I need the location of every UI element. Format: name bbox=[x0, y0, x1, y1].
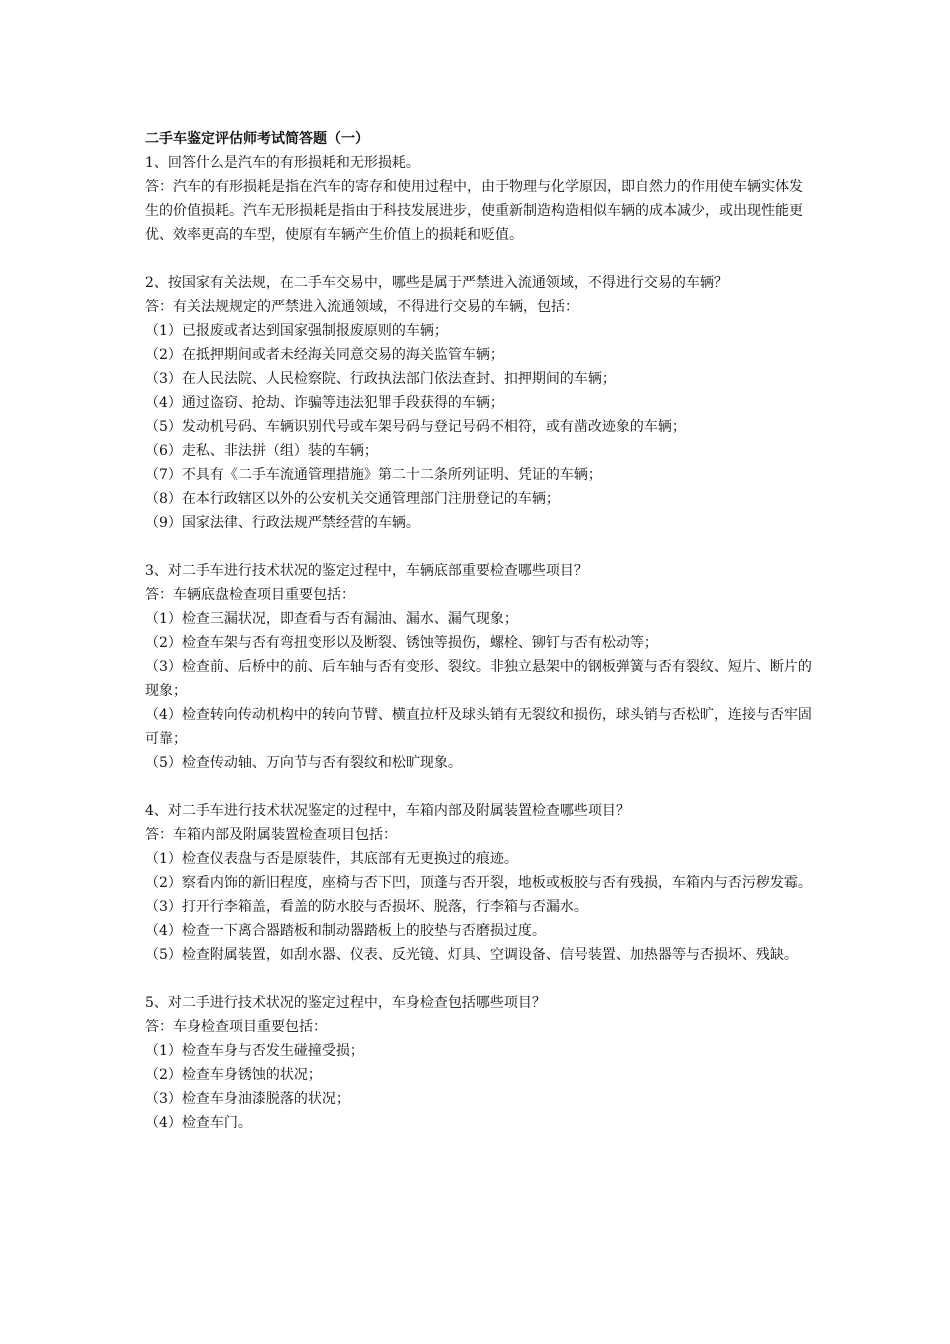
qa-section-5 bbox=[145, 991, 813, 1135]
answer-3-item: （5）检查传动轴、万向节与否有裂纹和松旷现象。 bbox=[145, 755, 462, 771]
document-title: 二手车鉴定评估师考试简答题（一） bbox=[145, 131, 369, 147]
qa-section-3 bbox=[145, 559, 813, 775]
answer-4-item: （4）检查一下离合器踏板和制动器踏板上的胶垫与否磨损过度。 bbox=[145, 923, 546, 939]
answer-2-item: （6）走私、非法拼（组）装的车辆； bbox=[145, 443, 378, 459]
question-5: 5、对二手进行技术状况的鉴定过程中，车身检查包括哪些项目？ bbox=[145, 995, 546, 1011]
answer-2-item: （7）不具有《二手车流通管理措施》第二十二条所列证明、凭证的车辆； bbox=[145, 467, 602, 483]
qa-section-1 bbox=[145, 151, 813, 247]
answer-3-item: （2）检查车架与否有弯扭变形以及断裂、锈蚀等损伤，螺栓、铆钉与否有松动等； bbox=[145, 635, 658, 651]
question-1: 1、回答什么是汽车的有形损耗和无形损耗。 bbox=[145, 155, 420, 171]
answer-3-item: （1）检查三漏状况，即查看与否有漏油、漏水、漏气现象； bbox=[145, 611, 518, 627]
answer-2-item: （9）国家法律、行政法规严禁经营的车辆。 bbox=[145, 515, 420, 531]
answer-3-item: （3）检查前、后桥中的前、后车轴与否有变形、裂纹。非独立悬架中的钢板弹簧与否有裂纹、短片、断片的现象； bbox=[145, 659, 812, 699]
answer-4: 答：车箱内部及附属装置检查项目包括： bbox=[145, 827, 397, 843]
answer-4-item: （3）打开行李箱盖，看盖的防水胶与否损坏、脱落，行李箱与否漏水。 bbox=[145, 899, 588, 915]
answer-4-item: （5）检查附属装置，如刮水器、仪表、反光镜、灯具、空调设备、信号装置、加热器等与否损坏、残缺。 bbox=[145, 947, 798, 963]
answer-4-item: （1）检查仪表盘与否是原装件，其底部有无更换过的痕迹。 bbox=[145, 851, 518, 867]
answer-3-item: （4）检查转向传动机构中的转向节臂、横直拉杆及球头销有无裂纹和损伤，球头销与否松旷，连接与否牢固可靠； bbox=[145, 707, 812, 747]
answer-2-item: （8）在本行政辖区以外的公安机关交通管理部门注册登记的车辆； bbox=[145, 491, 560, 507]
answer-5-item: （2）检查车身锈蚀的状况； bbox=[145, 1067, 322, 1083]
question-2: 2、按国家有关法规，在二手车交易中，哪些是属于严禁进入流通领域，不得进行交易的车辆？ bbox=[145, 275, 728, 291]
answer-5-item: （1）检查车身与否发生碰撞受损； bbox=[145, 1043, 364, 1059]
question-4: 4、对二手车进行技术状况鉴定的过程中，车箱内部及附属装置检查哪些项目？ bbox=[145, 803, 630, 819]
answer-2-item: （3）在人民法院、人民检察院、行政执法部门依法查封、扣押期间的车辆； bbox=[145, 371, 616, 387]
answer-2-item: （4）通过盗窃、抢劫、诈骗等违法犯罪手段获得的车辆； bbox=[145, 395, 504, 411]
answer-2: 答：有关法规规定的严禁进入流通领域，不得进行交易的车辆，包括： bbox=[145, 299, 579, 315]
question-3: 3、对二手车进行技术状况的鉴定过程中，车辆底部重要检查哪些项目？ bbox=[145, 563, 588, 579]
answer-4-item: （2）察看内饰的新旧程度，座椅与否下凹，顶蓬与否开裂，地板或板胶与否有残损，车箱内与否污秽发霉。 bbox=[145, 875, 812, 891]
answer-1: 答：汽车的有形损耗是指在汽车的寄存和使用过程中，由于物理与化学原因，即自然力的作用使车辆实体发生的价值损耗。汽车无形损耗是指由于科技发展进步，使重新制造构造相似车辆的成本减少，或出现性能更优、效率更高的车型，使原有车辆产生价值上的损耗和贬值。 bbox=[145, 179, 803, 243]
answer-5-item: （4）检查车门。 bbox=[145, 1115, 252, 1131]
qa-section-2 bbox=[145, 271, 813, 535]
answer-5-item: （3）检查车身油漆脱落的状况； bbox=[145, 1091, 350, 1107]
qa-section-4 bbox=[145, 799, 813, 967]
answer-2-item: （1）已报废或者达到国家强制报废原则的车辆； bbox=[145, 323, 448, 339]
answer-5: 答：车身检查项目重要包括： bbox=[145, 1019, 327, 1035]
answer-2-item: （2）在抵押期间或者未经海关同意交易的海关监管车辆； bbox=[145, 347, 504, 363]
answer-2-item: （5）发动机号码、车辆识别代号或车架号码与登记号码不相符，或有凿改迹象的车辆； bbox=[145, 419, 686, 435]
document-page bbox=[145, 127, 813, 1159]
answer-3: 答：车辆底盘检查项目重要包括： bbox=[145, 587, 355, 603]
